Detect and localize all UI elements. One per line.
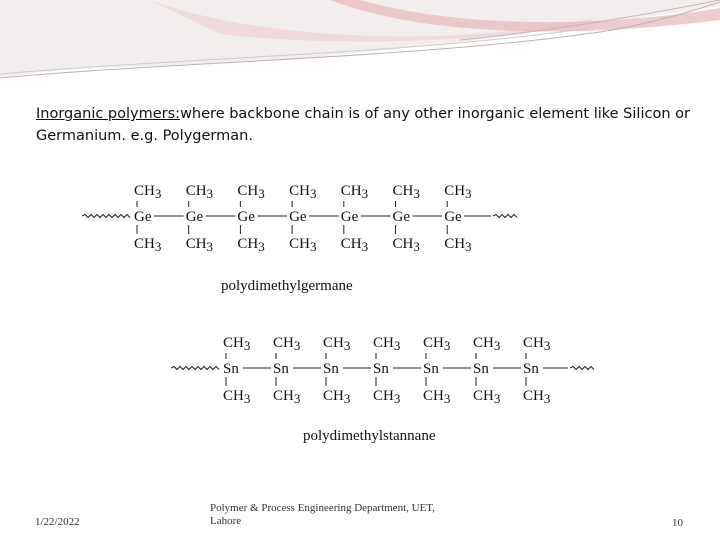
methyl-group-top: CH3 xyxy=(523,335,551,353)
backbone-atom: Sn xyxy=(273,361,289,377)
methyl-group-top: CH3 xyxy=(392,183,420,201)
backbone-atom: Sn xyxy=(223,361,239,377)
methyl-group-top: CH3 xyxy=(444,183,472,201)
methyl-group-top: CH3 xyxy=(223,335,251,353)
repeat-unit xyxy=(393,183,443,254)
chain-end-wavy-left xyxy=(82,215,130,218)
methyl-group-top: CH3 xyxy=(340,183,369,201)
methyl-group-top: CH3 xyxy=(323,335,351,353)
methyl-group-bottom: CH3 xyxy=(473,388,501,406)
methyl-group-bottom: CH3 xyxy=(289,236,317,254)
methyl-group-bottom: CH3 xyxy=(237,236,265,254)
chain-end-wavy-left xyxy=(171,367,219,370)
repeat-unit xyxy=(134,183,184,254)
backbone-atom: Ge xyxy=(289,209,307,225)
backbone-atom: Ge xyxy=(237,209,255,225)
repeat-unit xyxy=(237,183,287,254)
definition-text: where backbone chain is of any other inorganic element like Silicon or Germanium. e.g. Polygerman. xyxy=(36,106,690,144)
footer-department-line2: Lahore xyxy=(210,515,242,527)
repeat-unit xyxy=(523,335,568,406)
backbone-atom: Sn xyxy=(323,361,339,377)
methyl-group-bottom: CH3 xyxy=(392,236,420,254)
footer-department xyxy=(210,502,435,528)
footer-department-line1: Polymer & Process Engineering Department, UET, xyxy=(210,502,435,514)
footer-page-number: 10 xyxy=(672,517,683,529)
repeat-unit xyxy=(323,335,371,406)
backbone-atom: Ge xyxy=(392,209,410,225)
methyl-group-top: CH3 xyxy=(423,335,451,353)
chain-end-wavy-right xyxy=(493,215,517,218)
repeat-unit xyxy=(186,183,236,254)
methyl-group-top: CH3 xyxy=(473,335,501,353)
backbone-atom: Sn xyxy=(423,361,439,377)
definition-term: Inorganic polymers: xyxy=(36,106,181,122)
polydimethylstannane-caption: polydimethylstannane xyxy=(303,428,436,444)
methyl-group-bottom: CH3 xyxy=(323,388,351,406)
methyl-group-bottom: CH3 xyxy=(423,388,451,406)
repeat-unit xyxy=(273,335,321,406)
methyl-group-bottom: CH3 xyxy=(444,236,472,254)
backbone-atom: Ge xyxy=(185,209,204,225)
methyl-group-bottom: CH3 xyxy=(523,388,551,406)
footer-date: 1/22/2022 xyxy=(35,516,80,528)
polydimethylgermane-caption: polydimethylgermane xyxy=(221,278,353,294)
repeat-unit xyxy=(341,183,391,254)
methyl-group-bottom: CH3 xyxy=(273,388,301,406)
methyl-group-bottom: CH3 xyxy=(185,236,214,254)
chain-end-wavy-right xyxy=(570,367,594,370)
backbone-atom: Ge xyxy=(340,209,359,225)
methyl-group-top: CH3 xyxy=(289,183,317,201)
backbone-atom: Ge xyxy=(134,209,152,225)
repeat-unit xyxy=(373,335,421,406)
backbone-atom: Sn xyxy=(373,361,389,377)
polydimethylgermane-structure xyxy=(82,183,517,254)
repeat-unit xyxy=(473,335,521,406)
methyl-group-top: CH3 xyxy=(273,335,301,353)
polydimethylstannane-structure xyxy=(171,335,594,406)
repeat-unit xyxy=(444,183,491,254)
methyl-group-top: CH3 xyxy=(237,183,265,201)
repeat-unit xyxy=(423,335,471,406)
backbone-atom: Sn xyxy=(473,361,489,377)
methyl-group-top: CH3 xyxy=(185,183,214,201)
methyl-group-bottom: CH3 xyxy=(340,236,369,254)
repeat-unit xyxy=(289,183,339,254)
backbone-atom: Ge xyxy=(444,209,462,225)
methyl-group-bottom: CH3 xyxy=(223,388,251,406)
methyl-group-top: CH3 xyxy=(134,183,162,201)
methyl-group-bottom: CH3 xyxy=(373,388,401,406)
methyl-group-bottom: CH3 xyxy=(134,236,162,254)
backbone-atom: Sn xyxy=(523,361,539,377)
repeat-unit xyxy=(223,335,271,406)
methyl-group-top: CH3 xyxy=(373,335,401,353)
